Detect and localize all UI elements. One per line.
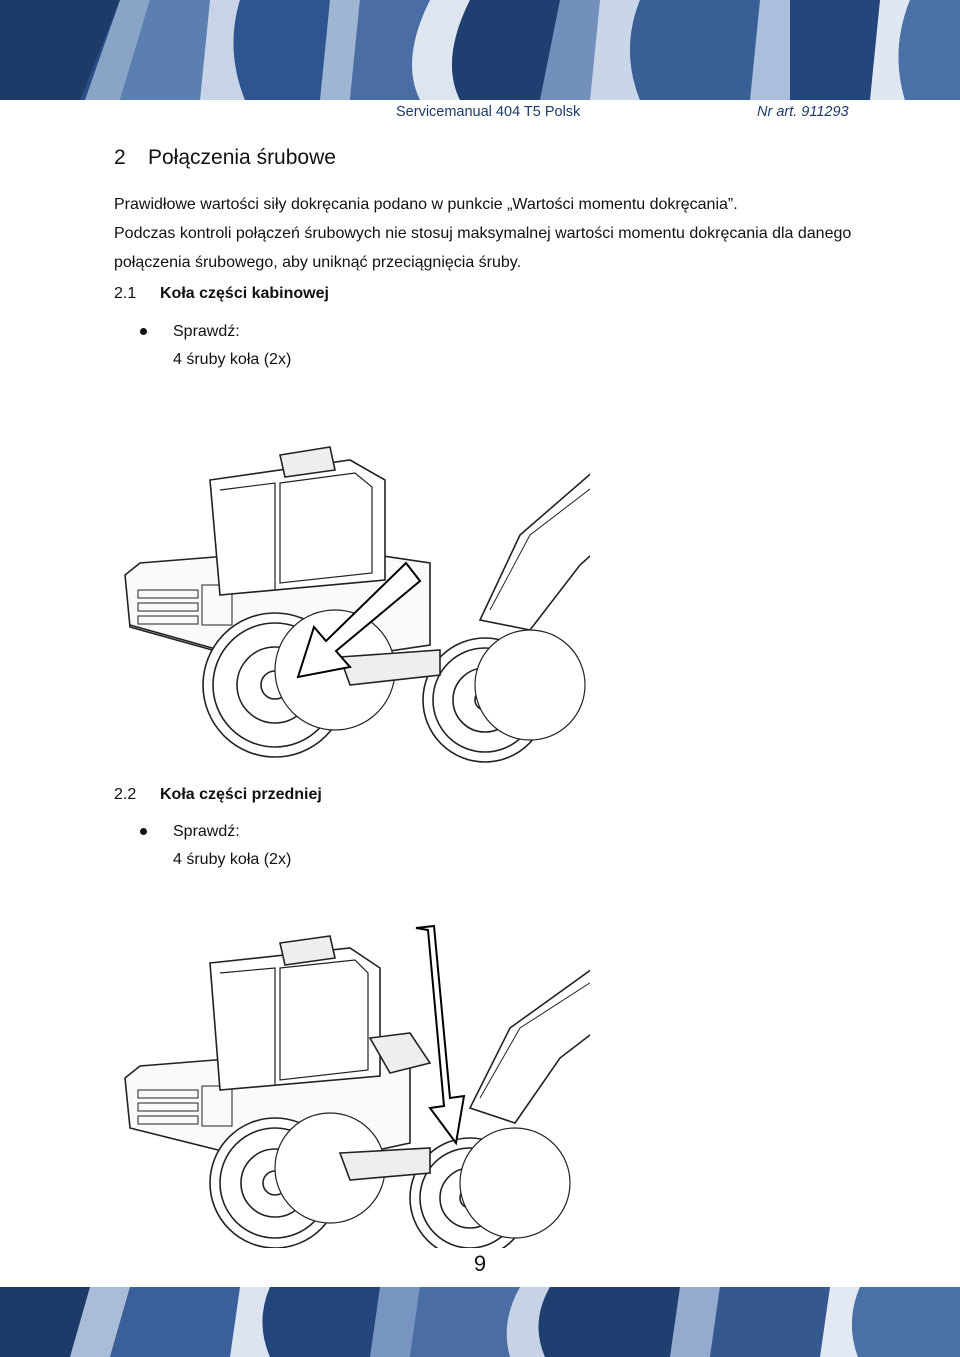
- header-decorative-band: [0, 0, 960, 100]
- intro-paragraph: Prawidłowe wartości siły dokręcania podano w punkcie „Wartości momentu dokręcania”.: [114, 196, 738, 213]
- bullet-detail: 4 śruby koła (2x): [173, 351, 292, 368]
- machine-illustration-rear: [110, 395, 590, 775]
- bullet-label: Sprawdź:: [173, 323, 240, 340]
- bullet-icon: [140, 328, 147, 335]
- article-number: Nr art. 911293: [757, 104, 849, 120]
- footer-decorative-band: [0, 1287, 960, 1357]
- section-heading: [114, 146, 336, 170]
- manual-title: Servicemanual 404 T5 Polsk: [396, 104, 581, 120]
- subsection-title: Koła części kabinowej: [160, 285, 329, 302]
- down-arrow-icon: [416, 926, 464, 1143]
- subsection-number: 2.1: [114, 285, 137, 302]
- page-number: 9: [473, 1251, 487, 1276]
- subsection-heading-cabin-wheels: [114, 285, 329, 303]
- subsection-number: 2.2: [114, 786, 137, 803]
- bullet-icon: [140, 828, 147, 835]
- subsection-heading-front-wheels: [114, 786, 322, 804]
- bullet-label: Sprawdź:: [173, 823, 240, 840]
- machine-illustration-front: [110, 898, 590, 1253]
- bullet-detail: 4 śruby koła (2x): [173, 851, 292, 868]
- section-number: 2: [114, 146, 126, 169]
- subsection-title: Koła części przedniej: [160, 786, 322, 803]
- section-title: Połączenia śrubowe: [148, 146, 336, 169]
- warning-paragraph: Podczas kontroli połączeń śrubowych nie stosuj maksymalnej wartości momentu dokręcania dla danego połączenia śrubowego, aby uniknąć przeciągnięcia śruby.: [114, 225, 852, 271]
